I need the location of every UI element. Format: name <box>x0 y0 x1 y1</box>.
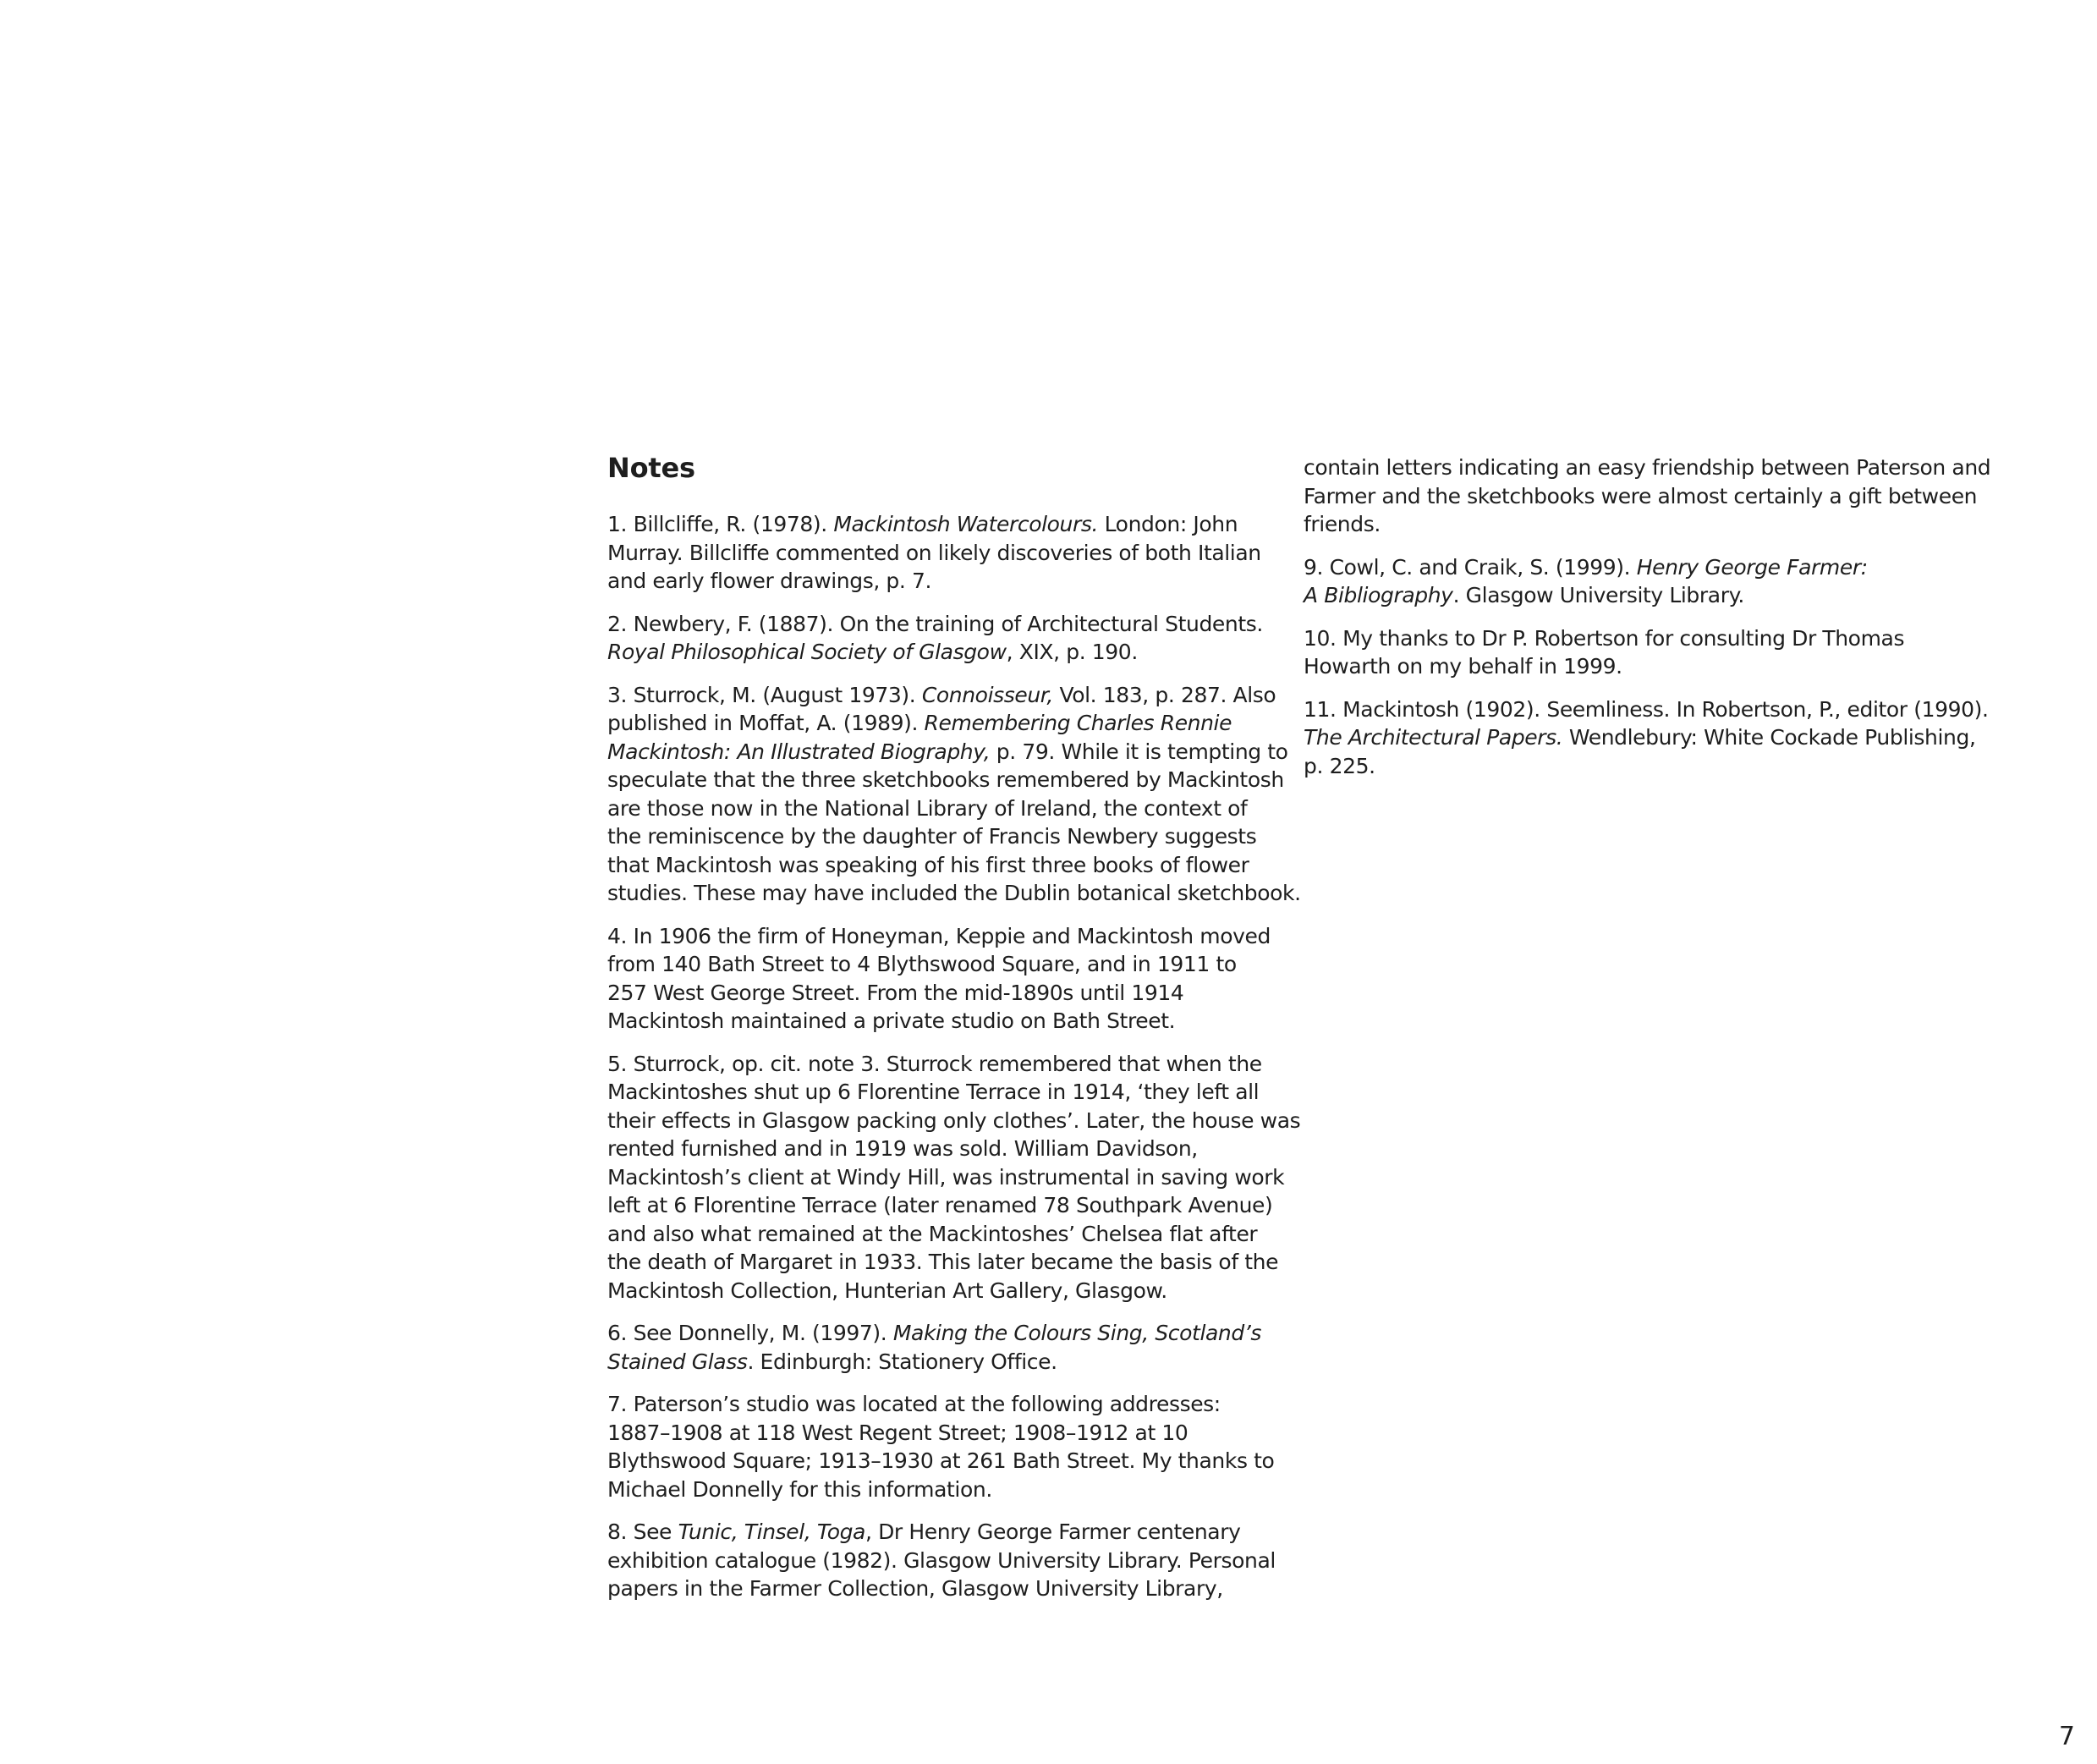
note-line: the death of Margaret in 1933. This later became the basis of the <box>607 1250 1279 1274</box>
note-line: Farmer and the sketchbooks were almost certainly a gift between <box>1304 483 1978 508</box>
note-7 <box>607 1390 1275 1503</box>
note-line: 1887–1908 at 118 West Regent Street; 1908–1912 at 10 <box>607 1420 1188 1445</box>
note-2 <box>607 610 1263 667</box>
note-line: contain letters indicating an easy friendship between Paterson and <box>1304 455 1991 480</box>
note-11 <box>1304 695 1989 781</box>
note-line: Mackintosh maintained a private studio on Bath Street. <box>607 1008 1176 1033</box>
note-9 <box>1304 553 1963 610</box>
note-10 <box>1304 624 1963 681</box>
note-title-italic: Making the Colours Sing, Scotland’s <box>892 1321 1261 1345</box>
note-text: 3. Sturrock, M. (August 1973). <box>607 682 922 707</box>
note-text: p. 79. While it is tempting to <box>990 739 1288 764</box>
note-line: 11. Mackintosh (1902). Seemliness. In Robertson, P., editor (1990). <box>1304 696 1989 722</box>
note-title-italic: The Architectural Papers. <box>1304 725 1563 750</box>
note-title-italic: Remembering Charles Rennie <box>924 711 1232 735</box>
note-text: . Glasgow University Library. <box>1452 583 1744 607</box>
note-title-italic: Royal Philosophical Society of Glasgow <box>607 640 1007 664</box>
notes-heading: Notes <box>607 452 695 484</box>
note-line: that Mackintosh was speaking of his first three books of flower <box>607 852 1249 877</box>
note-line: p. 225. <box>1304 753 1375 778</box>
note-line: their effects in Glasgow packing only clothes’. Later, the house was <box>607 1107 1301 1133</box>
note-line: 10. My thanks to Dr P. Robertson for consulting Dr Thomas <box>1304 625 1905 651</box>
note-line: and early flower drawings, p. 7. <box>607 569 932 593</box>
note-line: speculate that the three sketchbooks remembered by Mackintosh <box>607 767 1284 792</box>
note-text: , XIX, p. 190. <box>1006 640 1138 664</box>
note-4 <box>607 922 1271 1036</box>
note-line: Mackintoshes shut up 6 Florentine Terrace in 1914, ‘they left all <box>607 1080 1260 1104</box>
note-title-italic: A Bibliography <box>1304 583 1453 607</box>
note-line: Murray. Billcliffe commented on likely discoveries of both Italian <box>607 540 1261 565</box>
notes-left-column <box>607 452 1301 1618</box>
note-1 <box>607 510 1259 596</box>
note-line <box>607 709 1259 738</box>
note-6 <box>607 1319 1259 1376</box>
note-line <box>607 681 1276 710</box>
note-text: published in Moffat, A. (1989). <box>607 711 925 735</box>
note-line: rented furnished and in 1919 was sold. William Davidson, <box>607 1136 1198 1161</box>
note-title-italic: Stained Glass <box>607 1349 748 1374</box>
note-text: 9. Cowl, C. and Craik, S. (1999). <box>1304 554 1637 580</box>
note-text: Vol. 183, p. 287. Also <box>1052 682 1276 707</box>
note-line: and also what remained at the Mackintoshes’ Chelsea flat after <box>607 1221 1258 1246</box>
note-line: are those now in the National Library of Ireland, the context of <box>607 795 1248 821</box>
note-line <box>607 1348 1259 1377</box>
note-line: Mackintosh Collection, Hunterian Art Gallery, Glasgow. <box>607 1278 1167 1303</box>
note-8-continuation <box>1304 453 1991 539</box>
note-text: Wendlebury: White Cockade Publishing, <box>1562 725 1976 750</box>
note-line <box>1304 581 1963 610</box>
note-text: London: John <box>1098 512 1238 536</box>
note-title-italic: Mackintosh: An Illustrated Biography, <box>607 739 991 764</box>
note-text: . Edinburgh: Stationery Office. <box>747 1349 1057 1374</box>
note-line <box>1304 553 1963 582</box>
note-line <box>607 1319 1259 1348</box>
note-3 <box>607 681 1301 908</box>
note-text: , Dr Henry George Farmer centenary <box>865 1519 1241 1544</box>
note-line: Howarth on my behalf in 1999. <box>1304 654 1622 679</box>
note-title-italic: Connoisseur, <box>921 682 1053 707</box>
note-line: friends. <box>1304 512 1381 536</box>
note-line <box>1304 723 1976 752</box>
note-line: 4. In 1906 the firm of Honeyman, Keppie and Mackintosh moved <box>607 923 1271 948</box>
note-line: Michael Donnelly for this information. <box>607 1476 992 1502</box>
note-line: from 140 Bath Street to 4 Blythswood Square, and in 1911 to <box>607 952 1237 976</box>
note-line: 5. Sturrock, op. cit. note 3. Sturrock remembered that when the <box>607 1051 1262 1076</box>
note-line: papers in the Farmer Collection, Glasgow University Library, <box>607 1576 1223 1601</box>
note-text: 6. See Donnelly, M. (1997). <box>607 1321 893 1345</box>
note-line: exhibition catalogue (1982). Glasgow University Library. Personal <box>607 1547 1276 1573</box>
note-8 <box>607 1518 1276 1603</box>
note-line: Blythswood Square; 1913–1930 at 261 Bath Street. My thanks to <box>607 1448 1275 1473</box>
note-5 <box>607 1050 1301 1305</box>
note-line <box>607 1518 1259 1547</box>
note-line: 7. Paterson’s studio was located at the following addresses: <box>607 1392 1221 1416</box>
note-line: studies. These may have included the Dublin botanical sketchbook. <box>607 881 1301 905</box>
note-line <box>607 510 1259 539</box>
note-line: left at 6 Florentine Terrace (later renamed 78 Southpark Avenue) <box>607 1193 1273 1217</box>
note-text: 8. See <box>607 1519 678 1544</box>
note-line: Mackintosh’s client at Windy Hill, was instrumental in saving work <box>607 1164 1285 1190</box>
page-number: 7 <box>2058 1722 2075 1751</box>
note-title-italic: Mackintosh Watercolours. <box>833 512 1099 536</box>
note-line: 257 West George Street. From the mid-1890s until 1914 <box>607 980 1184 1005</box>
note-title-italic: Tunic, Tinsel, Toga <box>678 1519 865 1544</box>
note-line <box>607 738 1288 767</box>
note-line <box>607 638 1259 667</box>
note-line: the reminiscence by the daughter of Francis Newbery suggests <box>607 824 1257 849</box>
note-title-italic: Henry George Farmer: <box>1636 554 1868 580</box>
note-text: 1. Billcliffe, R. (1978). <box>607 512 834 536</box>
note-line: 2. Newbery, F. (1887). On the training of Architectural Students. <box>607 611 1263 636</box>
notes-right-column <box>1304 453 1991 794</box>
